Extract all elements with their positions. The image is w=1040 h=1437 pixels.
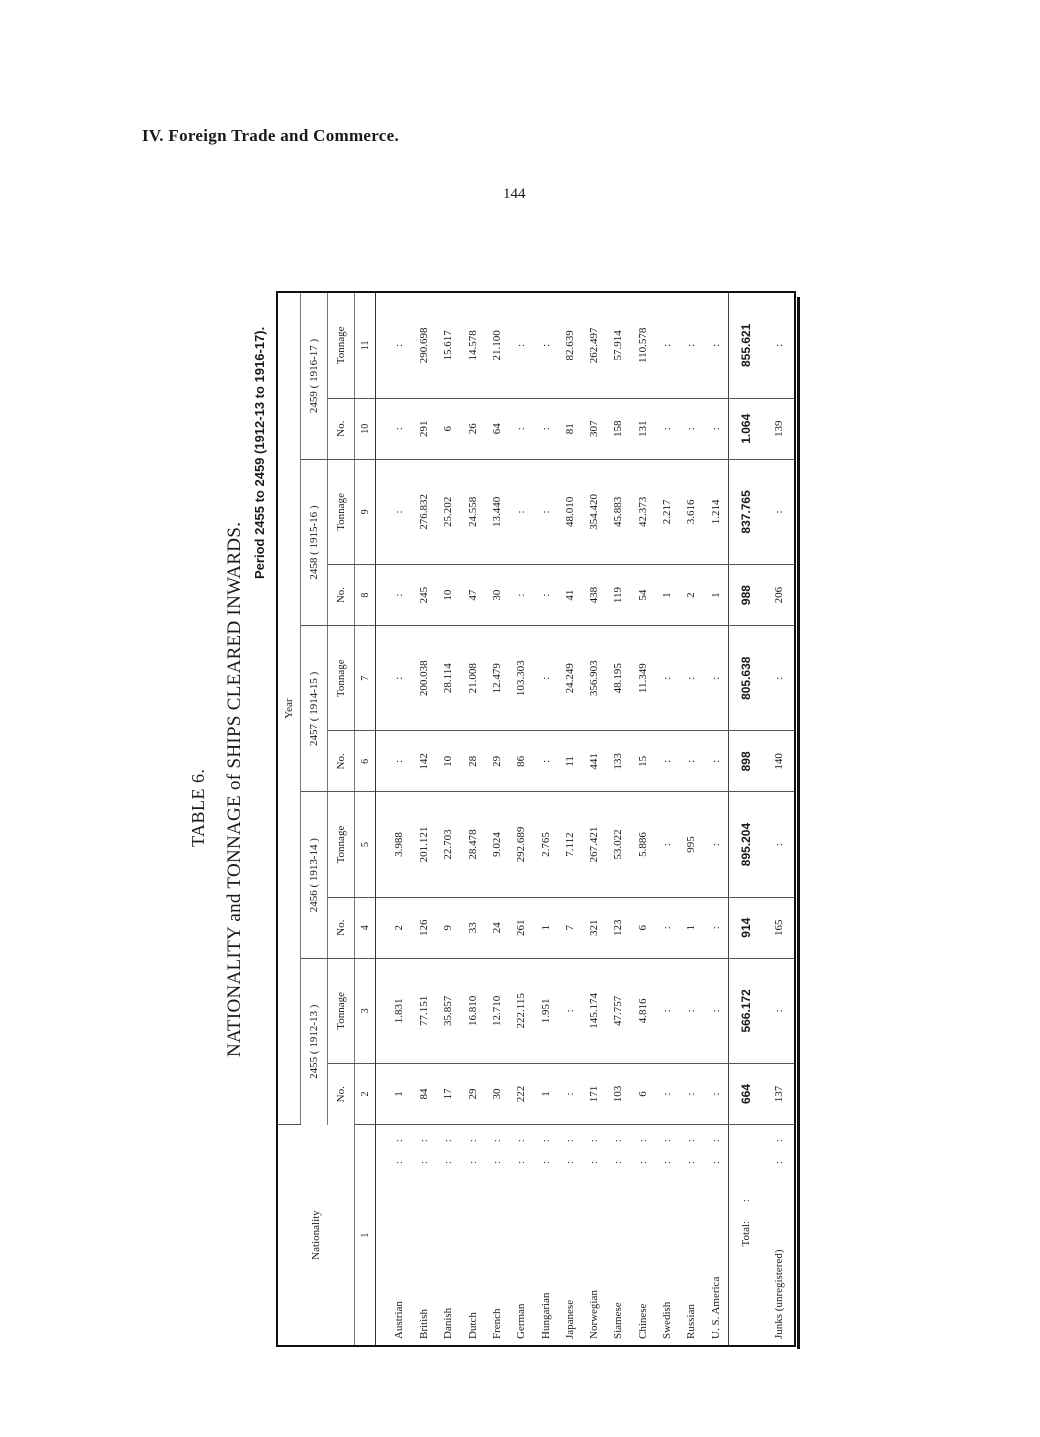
tonnage-cell: 805.638 [728,626,763,731]
number-cell: 64 [485,398,509,459]
tonnage-cell: 3.616 [679,459,703,564]
number-cell: 898 [728,731,763,792]
nationality-header: Nationality [310,1210,322,1260]
nationality-label: Austrian [392,1301,405,1339]
column-index: 4 [355,897,376,958]
number-cell: : [558,1063,582,1124]
nationality-cell [376,1125,412,1345]
tonnage-cell: 201.121 [412,792,436,897]
table-row [558,293,582,1345]
tonnage-cell: 566.172 [728,958,763,1063]
number-cell: 245 [412,564,436,625]
number-cell: 30 [485,564,509,625]
tonnage-cell: : [704,293,729,398]
table-row [631,293,655,1345]
number-cell: 1 [704,564,729,625]
leader-dots: : : [466,1131,479,1164]
table-row [728,293,763,1345]
tonnage-cell: 267.421 [582,792,606,897]
tonnage-cell: 77.151 [412,958,436,1063]
nationality-label: German [515,1303,528,1339]
tonnage-cell: : [679,958,703,1063]
table-body [376,293,795,1345]
number-cell: : [533,398,557,459]
nationality-cell [728,1125,763,1345]
tonnage-cell: : [376,626,412,731]
number-cell: 119 [606,564,630,625]
section-heading: IV. Foreign Trade and Commerce. [142,126,400,145]
number-cell: : [704,897,729,958]
leader-dots: : : [539,1131,552,1164]
number-cell: : [655,897,679,958]
rotated-table-page [184,252,864,1437]
leader-dots: : : [442,1131,455,1164]
tonnage-cell: 35.857 [436,958,460,1063]
number-cell: : [655,398,679,459]
tonnage-cell: : [764,293,794,398]
number-cell: 222 [509,1063,533,1124]
number-cell: 47 [461,564,485,625]
number-cell: 1 [679,897,703,958]
nationality-cell [679,1125,703,1345]
number-cell: : [509,398,533,459]
tonnage-cell: 2.217 [655,459,679,564]
tonnage-cell: 222.115 [509,958,533,1063]
number-cell: : [655,1063,679,1124]
nationality-cell [582,1125,606,1345]
number-cell: 1 [376,1063,412,1124]
period-header: 2455 ( 1912-13 ) [301,958,328,1124]
number-cell: : [655,731,679,792]
number-cell: 1 [533,897,557,958]
nationality-cell [631,1125,655,1345]
tonnage-cell: 895.204 [728,792,763,897]
tonnage-cell: 1.951 [533,958,557,1063]
leader-dots: : : [588,1131,601,1164]
number-cell: 126 [412,897,436,958]
nationality-label: Norwegian [588,1290,601,1339]
tonnage-cell: 292.689 [509,792,533,897]
tonnage-cell: 837.765 [728,459,763,564]
number-cell: 1 [533,1063,557,1124]
number-cell: 321 [582,897,606,958]
tonnage-cell: 200.038 [412,626,436,731]
number-cell: 137 [764,1063,794,1124]
number-cell: 6 [631,897,655,958]
table-row [436,293,460,1345]
tonnage-cell: : [655,293,679,398]
leader-dots: : : [636,1131,649,1164]
tonnage-header: Tonnage [328,626,355,731]
tonnage-cell: : [509,459,533,564]
tonnage-cell: 354.420 [582,459,606,564]
leader-dots: : : [685,1131,698,1164]
tonnage-cell: : [509,293,533,398]
number-cell: 103 [606,1063,630,1124]
column-index: 5 [355,792,376,897]
number-cell: 84 [412,1063,436,1124]
tonnage-cell: 145.174 [582,958,606,1063]
number-cell: : [376,731,412,792]
nationality-cell [764,1125,794,1345]
tonnage-cell: : [376,293,412,398]
number-cell: : [509,564,533,625]
number-cell: 142 [412,731,436,792]
column-index: 1 [355,1125,376,1345]
tonnage-cell: 57.914 [606,293,630,398]
period-header: 2458 ( 1915-16 ) [301,459,328,625]
number-cell: 140 [764,731,794,792]
number-cell: 914 [728,897,763,958]
nationality-label: Danish [442,1307,455,1339]
number-cell: : [679,1063,703,1124]
number-cell: : [533,731,557,792]
tonnage-cell: : [704,958,729,1063]
tonnage-cell: 12.479 [485,626,509,731]
number-cell: 131 [631,398,655,459]
column-index: 9 [355,459,376,564]
tonnage-cell: : [533,293,557,398]
tonnage-cell: 110.578 [631,293,655,398]
number-cell: 9 [436,897,460,958]
table-row [485,293,509,1345]
number-cell: : [704,1063,729,1124]
table-period: Period 2455 to 2459 (1912-13 to 1916-17). [252,326,267,579]
nationality-cell [606,1125,630,1345]
tonnage-cell: 13.440 [485,459,509,564]
number-cell: 30 [485,1063,509,1124]
tonnage-cell: 855.621 [728,293,763,398]
column-index: 10 [355,398,376,459]
tonnage-cell: 12.710 [485,958,509,1063]
number-cell: 438 [582,564,606,625]
table-row [704,293,729,1345]
no-header: No. [328,1063,355,1124]
tonnage-cell: 22.703 [436,792,460,897]
tonnage-cell: : [764,459,794,564]
tonnage-cell: : [655,958,679,1063]
nationality-label: U. S. America [709,1276,722,1339]
tonnage-cell: 82.639 [558,293,582,398]
number-cell: 139 [764,398,794,459]
tonnage-cell: 356.903 [582,626,606,731]
column-index: 6 [355,731,376,792]
tonnage-cell: 24.558 [461,459,485,564]
nationality-label: Russian [685,1304,698,1339]
nationality-cell [485,1125,509,1345]
tonnage-cell: 4.816 [631,958,655,1063]
number-cell: : [704,731,729,792]
number-cell: : [679,398,703,459]
table-row [509,293,533,1345]
number-cell: 123 [606,897,630,958]
nationality-cell [412,1125,436,1345]
number-cell: 81 [558,398,582,459]
column-index: 3 [355,958,376,1063]
tonnage-cell: : [704,626,729,731]
nationality-label: British [418,1309,431,1339]
nationality-cell [436,1125,460,1345]
leader-dots: : : [490,1131,503,1164]
tonnage-cell: 25.202 [436,459,460,564]
nationality-label: Swedish [661,1301,674,1339]
number-cell: 29 [485,731,509,792]
tonnage-cell: 7.112 [558,792,582,897]
nationality-label: French [490,1308,503,1339]
number-cell: 10 [436,731,460,792]
nationality-label: Siamese [612,1302,625,1339]
tonnage-cell: 5.886 [631,792,655,897]
leader-dots: : : [709,1131,722,1164]
tonnage-cell: : [533,626,557,731]
number-cell: 261 [509,897,533,958]
leader-dots: : : [563,1131,576,1164]
tonnage-cell: 16.810 [461,958,485,1063]
number-cell: 171 [582,1063,606,1124]
tonnage-cell: 48.010 [558,459,582,564]
table-frame [276,291,796,1347]
tonnage-cell: 28.478 [461,792,485,897]
leader-dots: : : [515,1131,528,1164]
table-row [606,293,630,1345]
number-cell: : [533,564,557,625]
number-cell: 2 [679,564,703,625]
tonnage-cell: 53.022 [606,792,630,897]
table-title: NATIONALITY and TONNAGE of SHIPS CLEARED INWARDS. [224,521,245,1057]
tonnage-cell: 2.765 [533,792,557,897]
nationality-label: Dutch [466,1312,479,1339]
table-row [655,293,679,1345]
number-cell: 11 [558,731,582,792]
tonnage-cell: 42.373 [631,459,655,564]
tonnage-cell: : [764,958,794,1063]
number-cell: 28 [461,731,485,792]
number-cell: 158 [606,398,630,459]
nationality-label: Hungarian [539,1292,552,1339]
tonnage-header: Tonnage [328,293,355,398]
tonnage-cell: : [764,792,794,897]
number-cell: 307 [582,398,606,459]
nationality-label: Chinese [636,1303,649,1339]
table-row [764,293,794,1345]
table-row [412,293,436,1345]
number-cell: 133 [606,731,630,792]
number-cell: : [376,398,412,459]
nationality-cell [509,1125,533,1345]
tonnage-cell: 290.698 [412,293,436,398]
leader-dots: : : [740,1191,753,1224]
table-row [582,293,606,1345]
tonnage-cell: 1.214 [704,459,729,564]
period-header: 2456 ( 1913-14 ) [301,792,328,958]
leader-dots: : : [772,1131,785,1164]
tonnage-cell: 24.249 [558,626,582,731]
tonnage-cell: : [558,958,582,1063]
number-cell: 24 [485,897,509,958]
tonnage-cell: 11.349 [631,626,655,731]
tonnage-cell: 21.100 [485,293,509,398]
tonnage-cell: 103.303 [509,626,533,731]
number-cell: 6 [631,1063,655,1124]
number-cell: 988 [728,564,763,625]
no-header: No. [328,897,355,958]
number-cell: 26 [461,398,485,459]
column-index: 8 [355,564,376,625]
nationality-label: Junks (unregistered) [772,1249,785,1339]
tonnage-header: Tonnage [328,459,355,564]
tonnage-cell: : [376,459,412,564]
number-cell: 7 [558,897,582,958]
tonnage-cell: 47.757 [606,958,630,1063]
number-cell: 17 [436,1063,460,1124]
tonnage-cell: 14.578 [461,293,485,398]
tonnage-cell: : [679,626,703,731]
tonnage-cell: 48.195 [606,626,630,731]
number-cell: 41 [558,564,582,625]
table-number: TABLE 6. [188,768,208,847]
tonnage-cell: 1.831 [376,958,412,1063]
number-cell: 2 [376,897,412,958]
nationality-cell [704,1125,729,1345]
tonnage-cell: : [655,792,679,897]
leader-dots: : : [392,1131,405,1164]
tonnage-header: Tonnage [328,958,355,1063]
number-cell: 1 [655,564,679,625]
number-cell: 206 [764,564,794,625]
nationality-label: Total [740,1223,753,1247]
tonnage-cell: 45.883 [606,459,630,564]
period-header: 2457 ( 1914-15 ) [301,626,328,792]
number-cell: 1.064 [728,398,763,459]
leader-dots: : : [612,1131,625,1164]
table-row [461,293,485,1345]
tonnage-cell: 28.114 [436,626,460,731]
number-cell: 10 [436,564,460,625]
number-cell: 15 [631,731,655,792]
number-cell: 664 [728,1063,763,1124]
tonnage-header: Tonnage [328,792,355,897]
nationality-cell [655,1125,679,1345]
year-header: Year [278,293,301,1125]
leader-dots: : : [418,1131,431,1164]
number-cell: 29 [461,1063,485,1124]
ships-table [278,293,794,1345]
period-header: 2459 ( 1916-17 ) [301,293,328,459]
column-index: 7 [355,626,376,731]
nationality-cell [558,1125,582,1345]
tonnage-cell: : [764,626,794,731]
number-cell: 33 [461,897,485,958]
nationality-cell [461,1125,485,1345]
tonnage-cell: 15.617 [436,293,460,398]
number-cell: 441 [582,731,606,792]
column-index: 11 [355,293,376,398]
tonnage-cell: 21.008 [461,626,485,731]
tonnage-cell: 276.832 [412,459,436,564]
tonnage-cell: 9.024 [485,792,509,897]
number-cell: 54 [631,564,655,625]
number-cell: : [704,398,729,459]
tonnage-cell: : [704,792,729,897]
tonnage-cell: 262.497 [582,293,606,398]
no-header: No. [328,564,355,625]
number-cell: : [376,564,412,625]
tonnage-cell: 3.988 [376,792,412,897]
number-cell: 165 [764,897,794,958]
number-cell: 291 [412,398,436,459]
nationality-cell [533,1125,557,1345]
tonnage-cell: : [679,293,703,398]
table-row [679,293,703,1345]
table-row [533,293,557,1345]
number-cell: : [679,731,703,792]
number-cell: 6 [436,398,460,459]
tonnage-cell: : [655,626,679,731]
tonnage-cell: : [533,459,557,564]
leader-dots: : : [661,1131,674,1164]
tonnage-cell: 995 [679,792,703,897]
page-number: 144 [503,186,526,202]
table-row [376,293,412,1345]
column-index: 2 [355,1063,376,1124]
nationality-label: Japanese [563,1299,576,1339]
no-header: No. [328,731,355,792]
no-header: No. [328,398,355,459]
number-cell: 86 [509,731,533,792]
